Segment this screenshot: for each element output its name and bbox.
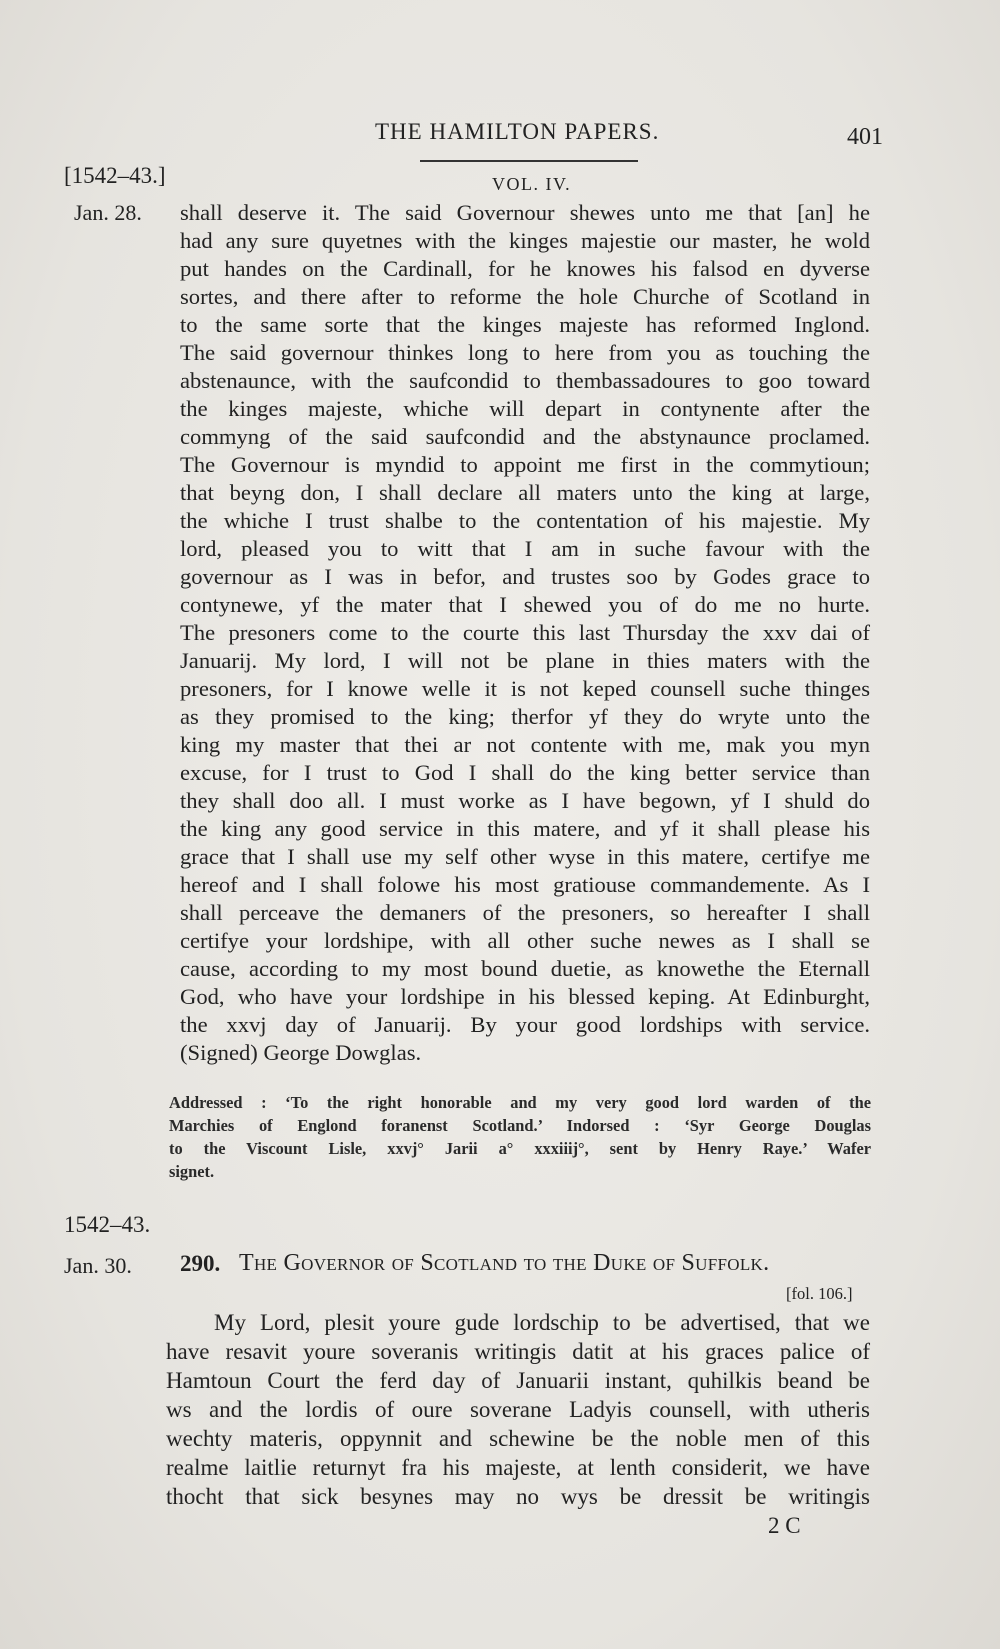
body-line: shall deserve it. The said Governour shewes unto me that [an] he <box>180 200 870 225</box>
body-line: the xxvj day of Januarij. By your good lordships with service. <box>180 1012 870 1037</box>
document-page: THE HAMILTON PAPERS. 401 [1542–43.] VOL. IV. Jan. 28. shall deserve it. The said Governour shewes unto me that [an] he had any sure quyetnes with the kinges majestie our master, he wold put handes on the Cardinall, for he knowes his falsod en dyverse sortes, and there after to reforme the hole Churche of Scotland in to the same sorte that the kinges majeste has reformed Inglond. The said governour thinkes long to here from you as touching the abstenaunce, with the saufcondid to thembassadoures to goo toward the kinges majeste, whiche will depart in contynente after the commyng of the said saufcondid and the abstynaunce proclamed. The Governour is myndid to appoint me first in the commytioun; that beyng don, I shall declare all maters unto the king at large, the whiche I trust shalbe to the contentation of his majestie. My lord, pleased you to witt that I am in suche favour with the governour as I was in befor, and trustes soo by Godes grace to contynewe, yf the mater that I shewed you of do me no hurte. The presoners come to the courte this last Thursday the xxv dai of Januarij. My lord, I will not be plane in thies maters with the presoners, for I knowe welle it is not keped counsell suche thinges as they promised to the king; therfor yf they do wryte unto the king my master that thei ar not contente with me, mak you myn excuse, for I trust to God I shall do the king better service than they shall doo all. I must worke as I have begown, yf I shuld do the king any good service in this matere, and yf it shall please his grace that I shall use my self other wyse in this matere, certifye me hereof and I shall folowe his most gratiouse commandemente. As I shall perceave the demaners of the presoners, so hereafter I shall certifye your lordshipe, with all other suche newes as I shall se cause, according to my most bound duetie, as knowethe the Eternall God, who have your lordshipe in his blessed keping. At Edinburght, the xxvj day of Januarij. By your good lordships with service. (Signed) George Dowglas. Addressed : ‘To the right honorable and my very good lord warden of the Marchies of Englond foranenst Scotland.’ Indorsed : ‘Syr George Douglas to the Viscount Lisle, xxvj° Jarii a° xxxiiij°, sent by Henry Raye.’ Wafer signet. 1542–43. Jan. 30. 290. The Governor of Scotland to the Duke of Suffolk. [fol. 106.] My Lord, plesit youre gude lordschip to be advertised, that we have resavit youre soveranis writingis datit at his graces palice of Hamtoun Court the ferd day of Januarii instant, quhilkis beand be ws and the lordis of oure soverane Ladyis counsell, with utheris wechty materis, oppynnit and schewine be the noble men of this realme laitlie returnyt fra his majeste, at lenth considerit, we have thocht that sick besynes may no wys be dressit be writingis 2 C <box>0 0 1000 1649</box>
volume-label: VOL. IV. <box>492 174 572 194</box>
body-line: The Governour is myndid to appoint me first in the commytioun; <box>180 452 870 477</box>
body-line: excuse, for I trust to God I shall do the king better service than <box>180 760 870 785</box>
body-line: God, who have your lordshipe in his blessed keping. At Edinburght, <box>180 984 870 1009</box>
body-line: Januarij. My lord, I will not be plane in thies maters with the <box>180 648 870 673</box>
body-line: have resavit youre soveranis writingis datit at his graces palice of <box>166 1339 870 1364</box>
body-line: wechty materis, oppynnit and schewine be the noble men of this <box>166 1426 870 1451</box>
body-line: My Lord, plesit youre gude lordschip to be advertised, that we <box>214 1310 870 1335</box>
body-line: as they promised to the king; therfor yf they do wryte unto the <box>180 704 870 729</box>
letter2-date: Jan. 30. <box>64 1253 132 1278</box>
body-line: presoners, for I knowe welle it is not keped counsell suche thinges <box>180 676 870 701</box>
title-rule <box>420 160 638 162</box>
body-line: abstenaunce, with the saufcondid to thembassadoures to goo toward <box>180 368 870 393</box>
section-year: 1542–43. <box>64 1212 151 1237</box>
body-line: sortes, and there after to reforme the hole Churche of Scotland in <box>180 284 870 309</box>
note-line: Addressed : ‘To the right honorable and my very good lord warden of the <box>169 1093 871 1112</box>
body-line: cause, according to my most bound duetie, as knowethe the Eternall <box>180 956 870 981</box>
signature-mark: 2 C <box>768 1513 801 1538</box>
note-line: to the Viscount Lisle, xxvj° Jarii a° xxxiiij°, sent by Henry Raye.’ Wafer <box>169 1139 871 1158</box>
folio-reference: [fol. 106.] <box>786 1284 853 1303</box>
year-bracket: [1542–43.] <box>64 163 166 188</box>
body-line: The presoners come to the courte this last Thursday the xxv dai of <box>180 620 870 645</box>
note-line: signet. <box>169 1162 215 1181</box>
body-line: had any sure quyetnes with the kinges majestie our master, he wold <box>180 228 870 253</box>
body-line: governour as I was in befor, and trustes soo by Godes grace to <box>180 564 870 589</box>
entry-title: The Governor of Scotland to the Duke of Suffolk. <box>239 1250 770 1276</box>
body-line: realme laitlie returnyt fra his majeste, at lenth considerit, we have <box>166 1455 870 1480</box>
body-line: contynewe, yf the mater that I shewed you of do me no hurte. <box>180 592 870 617</box>
page-number: 401 <box>847 124 883 150</box>
body-line: that beyng don, I shall declare all maters unto the king at large, <box>180 480 870 505</box>
body-line: ws and the lordis of oure soverane Ladyis counsell, with utheris <box>166 1397 870 1422</box>
body-line: thocht that sick besynes may no wys be dressit be writingis <box>166 1484 870 1509</box>
body-line: shall perceave the demaners of the presoners, so hereafter I shall <box>180 900 870 925</box>
letter1-date: Jan. 28. <box>74 200 142 225</box>
body-line: certifye your lordshipe, with all other suche newes as I shall se <box>180 928 870 953</box>
note-line: Marchies of Englond foranenst Scotland.’ Indorsed : ‘Syr George Douglas <box>169 1116 871 1135</box>
body-line: grace that I shall use my self other wyse in this matere, certifye me <box>180 844 870 869</box>
body-line: the kinges majeste, whiche will depart in contynente after the <box>180 396 870 421</box>
body-line: lord, pleased you to witt that I am in suche favour with the <box>180 536 870 561</box>
body-line: (Signed) George Dowglas. <box>180 1040 422 1065</box>
body-line: commyng of the said saufcondid and the abstynaunce proclamed. <box>180 424 870 449</box>
body-line: The said governour thinkes long to here from you as touching the <box>180 340 870 365</box>
body-line: put handes on the Cardinall, for he knowes his falsod en dyverse <box>180 256 870 281</box>
body-line: Hamtoun Court the ferd day of Januarii instant, quhilkis beand be <box>166 1368 870 1393</box>
body-line: they shall doo all. I must worke as I have begown, yf I shuld do <box>180 788 870 813</box>
body-line: the king any good service in this matere, and yf it shall please his <box>180 816 870 841</box>
body-line: hereof and I shall folowe his most gratiouse commandemente. As I <box>180 872 870 897</box>
body-line: the whiche I trust shalbe to the contentation of his majestie. My <box>180 508 870 533</box>
body-line: to the same sorte that the kinges majeste has reformed Inglond. <box>180 312 870 337</box>
entry-number: 290. <box>180 1251 221 1276</box>
body-line: king my master that thei ar not contente with me, mak you myn <box>180 732 870 757</box>
